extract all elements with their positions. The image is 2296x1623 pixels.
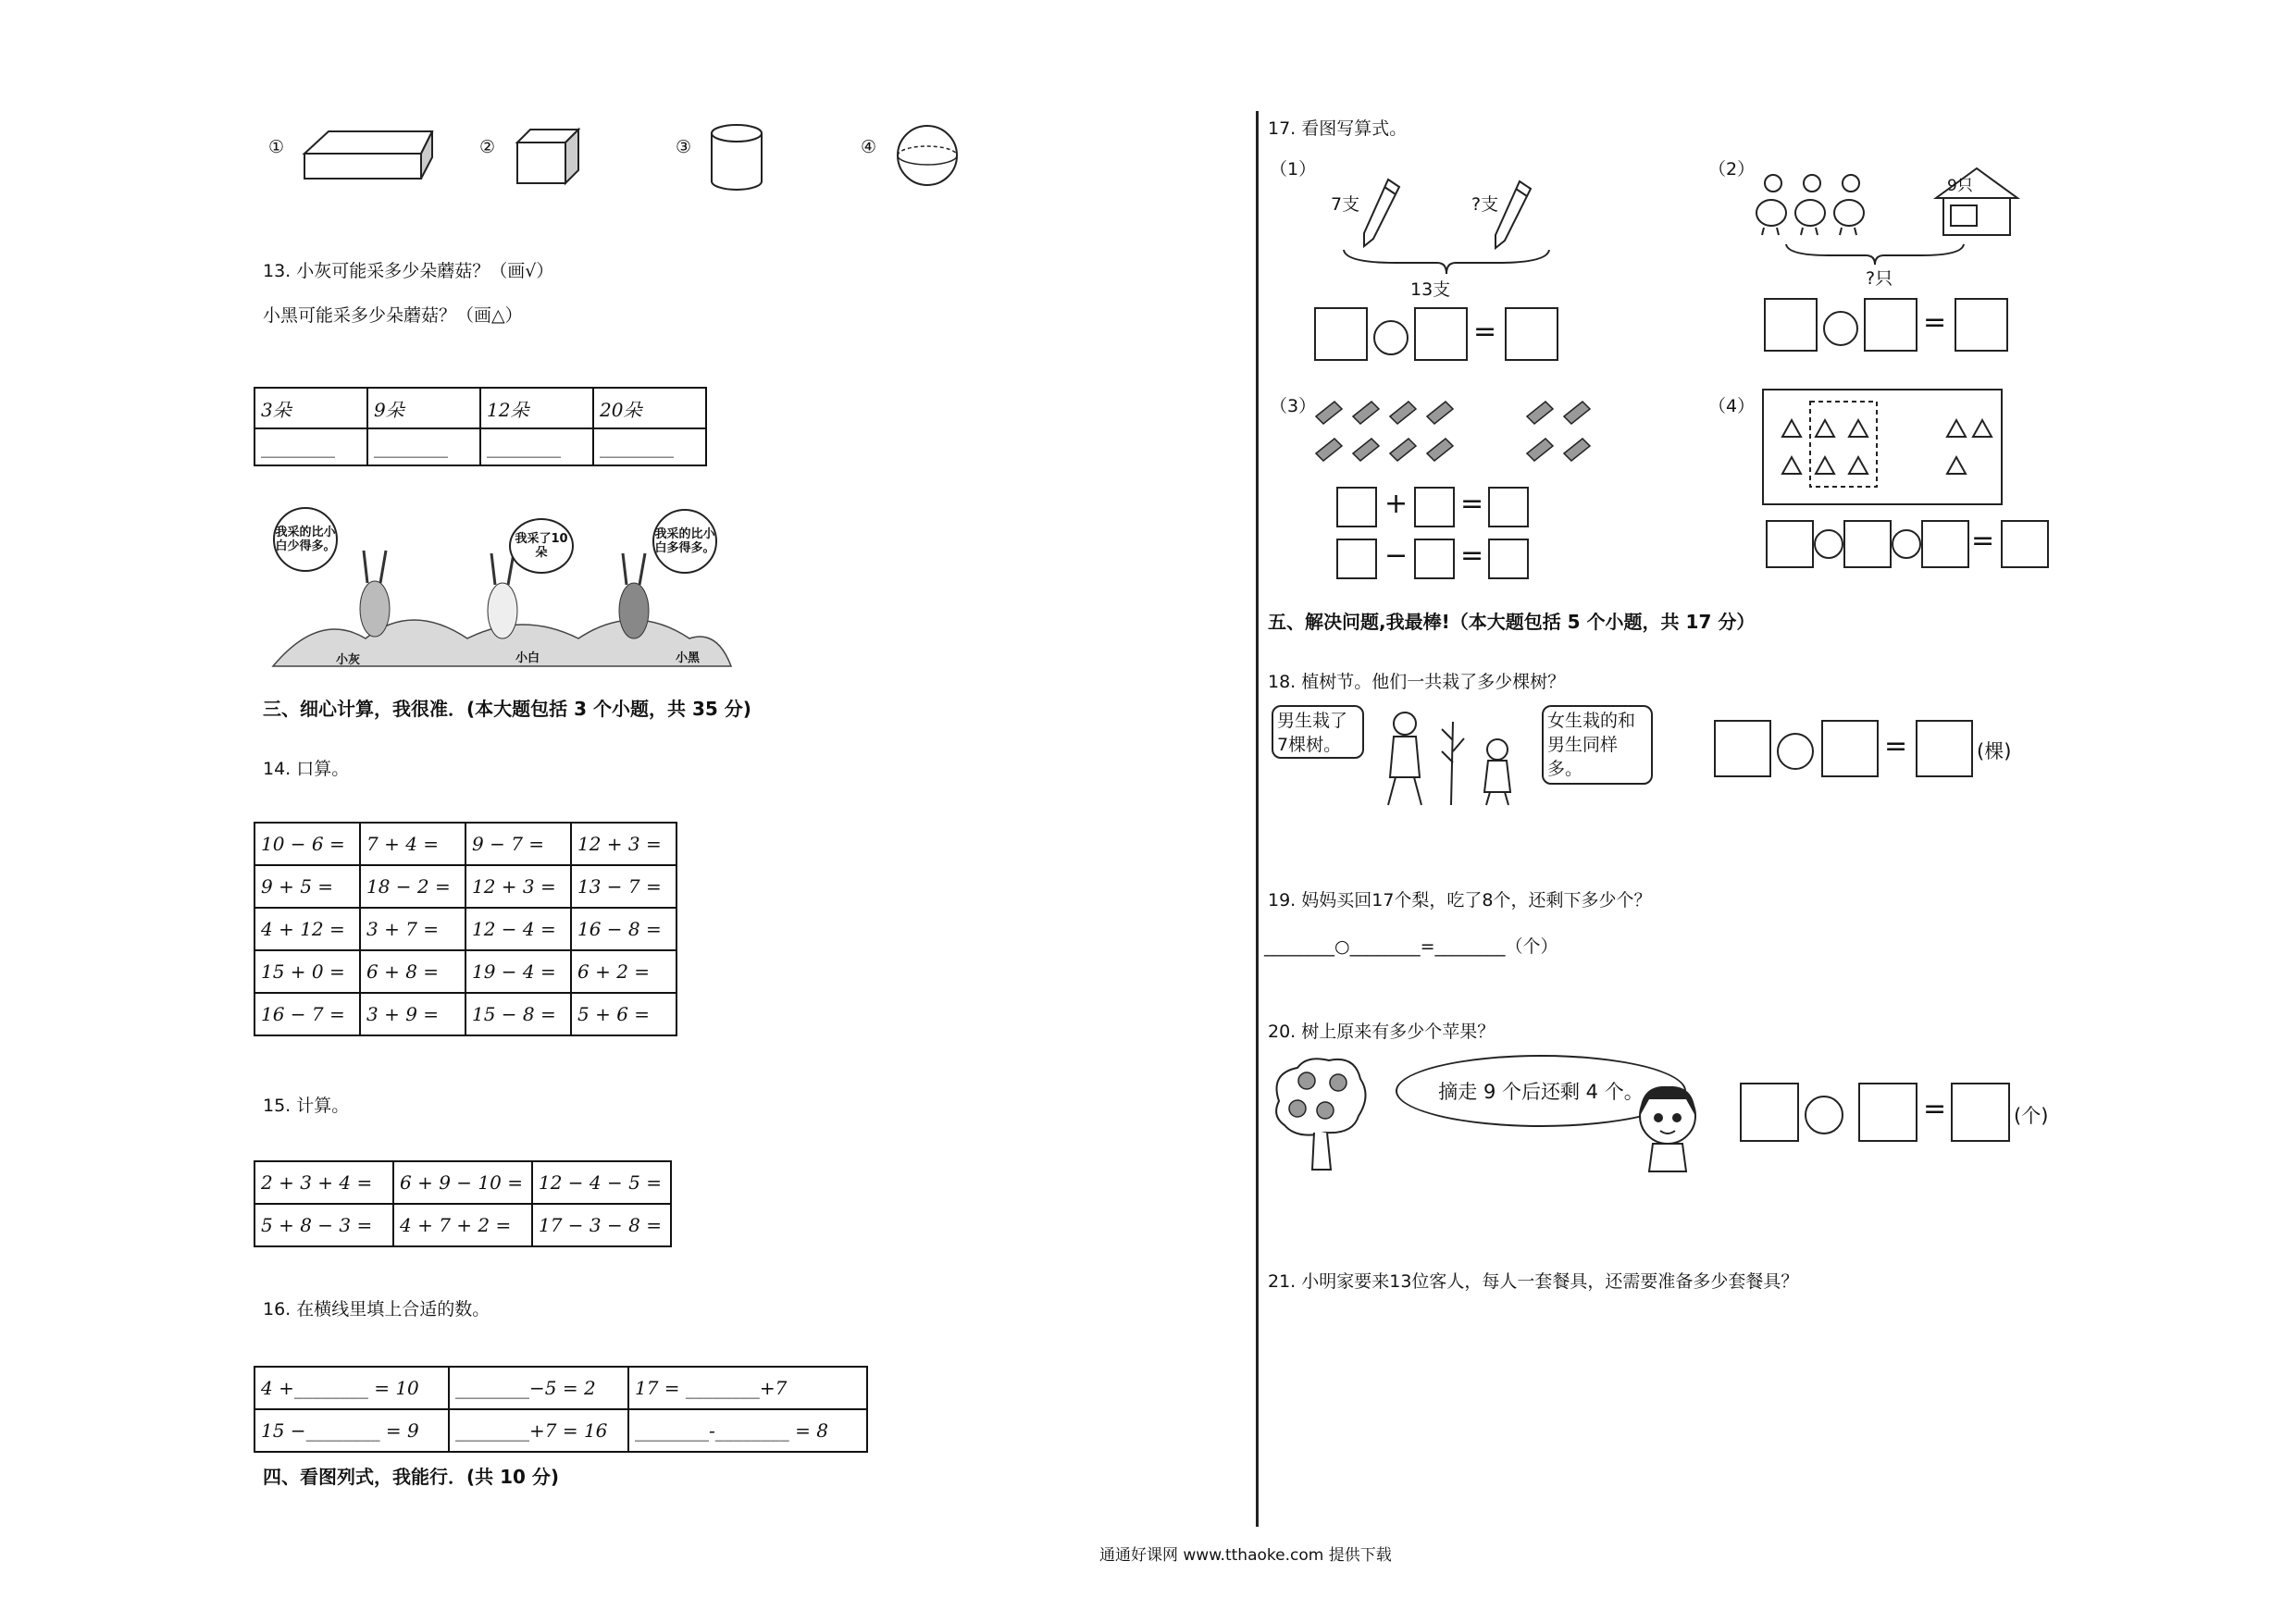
q14-cell: 6 + 2 = bbox=[571, 950, 676, 993]
answer-box[interactable] bbox=[1714, 720, 1771, 777]
q19-equals: = bbox=[1420, 936, 1435, 957]
q13-title: 13. 小灰可能采多少朵蘑菇？（画√） bbox=[263, 261, 554, 281]
q17-part-1-label: （1） bbox=[1270, 159, 1317, 180]
answer-box[interactable] bbox=[1336, 487, 1377, 527]
answer-box[interactable] bbox=[1740, 1083, 1799, 1142]
plus-sign: + bbox=[1384, 488, 1409, 520]
q14-cell: 18 − 2 = bbox=[360, 865, 465, 908]
q15-title: 15. 计算。 bbox=[263, 1096, 350, 1116]
q13-options-table bbox=[254, 387, 707, 466]
cylinder-icon bbox=[708, 122, 765, 192]
answer-box[interactable] bbox=[1414, 307, 1468, 361]
q18-unit: (棵) bbox=[1977, 740, 2012, 762]
q17-p2-total: ?只 bbox=[1866, 268, 1893, 289]
q15-cell: 12 − 4 − 5 = bbox=[532, 1161, 671, 1204]
q14-cell: 10 − 6 = bbox=[254, 823, 360, 865]
q14-table bbox=[254, 822, 677, 1036]
q18-title: 18. 植树节。他们一共栽了多少棵树？ bbox=[1268, 672, 1566, 692]
q15-cell: 17 − 3 − 8 = bbox=[532, 1204, 671, 1246]
q13-illustration bbox=[264, 500, 736, 671]
q14-cell: 15 + 0 = bbox=[254, 950, 360, 993]
answer-box[interactable] bbox=[1864, 298, 1917, 352]
q14-cell: 12 − 4 = bbox=[465, 908, 571, 950]
q14-cell: 16 − 8 = bbox=[571, 908, 676, 950]
shuttlecocks-icon bbox=[1523, 398, 1607, 472]
footer-text: 通通好课网 www.tthaoke.com 提供下载 bbox=[1099, 1546, 1392, 1565]
planting-scene-icon bbox=[1368, 703, 1534, 810]
q16-cell[interactable]: ________+7 = 16 bbox=[449, 1409, 628, 1452]
shape-label-3: ③ bbox=[676, 137, 692, 157]
q14-cell: 3 + 7 = bbox=[360, 908, 465, 950]
sphere-icon bbox=[894, 122, 961, 189]
q14-cell: 4 + 12 = bbox=[254, 908, 360, 950]
answer-box[interactable] bbox=[1505, 307, 1558, 361]
q15-cell: 6 + 9 − 10 = bbox=[393, 1161, 532, 1204]
column-divider bbox=[1256, 111, 1259, 1527]
q17-p1-total: 13支 bbox=[1410, 279, 1451, 300]
answer-box[interactable] bbox=[1955, 298, 2008, 352]
q13-bubble-grey: 我采的比小白少得多。 bbox=[273, 507, 338, 572]
equals-sign: = bbox=[1473, 316, 1497, 348]
q19-title: 19. 妈妈买回17个梨，吃了8个，还剩下多少个？ bbox=[1268, 890, 1652, 911]
girl-icon bbox=[1631, 1079, 1705, 1175]
q14-cell: 12 + 3 = bbox=[571, 823, 676, 865]
shape-label-2: ② bbox=[479, 137, 496, 157]
answer-box[interactable] bbox=[1843, 520, 1892, 568]
q16-cell[interactable]: 17 = ________+7 bbox=[628, 1367, 867, 1409]
q19-blank[interactable]: ________ bbox=[1434, 936, 1506, 957]
q19-operator[interactable]: ○ bbox=[1334, 936, 1350, 957]
answer-box[interactable] bbox=[1336, 539, 1377, 579]
q20-unit: (个) bbox=[2014, 1105, 2049, 1127]
q17-part-4-label: （4） bbox=[1708, 396, 1756, 416]
q14-cell: 12 + 3 = bbox=[465, 865, 571, 908]
section-4-title: 四、看图列式，我能行．(共 10 分) bbox=[263, 1466, 560, 1488]
answer-box[interactable] bbox=[1414, 487, 1455, 527]
q16-cell[interactable]: ________-________ = 8 bbox=[628, 1409, 867, 1452]
q13-bubble-white: 我采了10朵 bbox=[509, 518, 574, 574]
q14-cell: 16 − 7 = bbox=[254, 993, 360, 1035]
answer-box[interactable] bbox=[1766, 520, 1814, 568]
q16-table bbox=[254, 1366, 868, 1453]
answer-box[interactable] bbox=[1916, 720, 1973, 777]
q17-p1-right-count: ?支 bbox=[1471, 194, 1499, 215]
answer-box[interactable] bbox=[1951, 1083, 2010, 1142]
q14-cell: 6 + 8 = bbox=[360, 950, 465, 993]
q13-subtitle: 小黑可能采多少朵蘑菇？（画△） bbox=[263, 305, 523, 326]
answer-box[interactable] bbox=[1488, 539, 1529, 579]
equals-sign: = bbox=[1923, 306, 1947, 339]
operator-circle[interactable] bbox=[1373, 320, 1409, 355]
section-5-title: 五、解决问题,我最棒!（本大题包括 5 个小题，共 17 分） bbox=[1268, 611, 1756, 633]
q19-blank[interactable]: ________ bbox=[1264, 936, 1334, 957]
q18-girl-speech: 女生栽的和男生同样多。 bbox=[1542, 705, 1653, 785]
q14-cell: 5 + 6 = bbox=[571, 993, 676, 1035]
q19-answer-line[interactable] bbox=[1264, 933, 1558, 958]
q14-cell: 7 + 4 = bbox=[360, 823, 465, 865]
q17-part-3-label: （3） bbox=[1270, 396, 1317, 416]
q17-part-2-label: （2） bbox=[1708, 159, 1756, 180]
answer-box[interactable] bbox=[1488, 487, 1529, 527]
q13-option: 9朵 bbox=[367, 388, 480, 428]
q13-answer-cell[interactable]: ________ bbox=[254, 428, 367, 465]
answer-box[interactable] bbox=[1414, 539, 1455, 579]
q13-name-grey: 小灰 bbox=[336, 653, 361, 667]
q13-bubble-black: 我采的比小白多得多。 bbox=[652, 509, 717, 574]
q13-name-black: 小黑 bbox=[676, 651, 701, 665]
house-icon bbox=[1930, 165, 2023, 239]
cuboid-icon bbox=[301, 128, 435, 183]
q13-answer-cell[interactable]: ________ bbox=[367, 428, 480, 465]
q18-boy-speech: 男生栽了7棵树。 bbox=[1272, 705, 1364, 759]
triangles-icon bbox=[1773, 400, 1995, 492]
q13-answer-cell[interactable]: ________ bbox=[593, 428, 706, 465]
shape-label-4: ④ bbox=[861, 137, 877, 157]
brace-icon bbox=[1340, 248, 1553, 276]
q14-title: 14. 口算。 bbox=[263, 759, 350, 779]
q19-unit: （个） bbox=[1505, 936, 1558, 957]
equals-sign: = bbox=[1971, 525, 1995, 557]
q14-cell: 9 + 5 = bbox=[254, 865, 360, 908]
shuttlecocks-icon bbox=[1312, 398, 1470, 472]
q14-cell: 3 + 9 = bbox=[360, 993, 465, 1035]
q16-title: 16. 在横线里填上合适的数。 bbox=[263, 1299, 490, 1319]
cube-icon bbox=[514, 126, 583, 187]
pen-icon bbox=[1492, 180, 1533, 252]
shape-label-1: ① bbox=[268, 137, 285, 157]
apple-tree-icon bbox=[1270, 1055, 1371, 1175]
q13-option: 12朵 bbox=[480, 388, 593, 428]
q20-title: 20. 树上原来有多少个苹果？ bbox=[1268, 1022, 1496, 1042]
operator-circle[interactable] bbox=[1777, 733, 1814, 770]
q20-speech-bubble: 摘走 9 个后还剩 4 个。 bbox=[1396, 1055, 1686, 1127]
pen-icon bbox=[1360, 178, 1402, 250]
answer-box[interactable] bbox=[1921, 520, 1969, 568]
answer-box[interactable] bbox=[2001, 520, 2049, 568]
equals-sign: = bbox=[1884, 730, 1908, 762]
q19-blank[interactable]: ________ bbox=[1349, 936, 1421, 957]
equals-sign: = bbox=[1460, 539, 1484, 572]
minus-sign: − bbox=[1384, 539, 1409, 572]
q13-name-white: 小白 bbox=[515, 651, 540, 665]
q14-cell: 13 − 7 = bbox=[571, 865, 676, 908]
q15-cell: 4 + 7 + 2 = bbox=[393, 1204, 532, 1246]
operator-circle[interactable] bbox=[1823, 311, 1858, 346]
q14-cell: 19 − 4 = bbox=[465, 950, 571, 993]
q16-cell[interactable]: 15 −________ = 9 bbox=[254, 1409, 449, 1452]
q15-cell: 5 + 8 − 3 = bbox=[254, 1204, 393, 1246]
q13-answer-cell[interactable]: ________ bbox=[480, 428, 593, 465]
operator-circle[interactable] bbox=[1892, 529, 1921, 559]
section-3-title: 三、细心计算，我很准．(本大题包括 3 个小题，共 35 分) bbox=[263, 698, 751, 720]
q15-cell: 2 + 3 + 4 = bbox=[254, 1161, 393, 1204]
answer-box[interactable] bbox=[1821, 720, 1879, 777]
q13-option: 3朵 bbox=[254, 388, 367, 428]
q21-title: 21. 小明家要来13位客人，每人一套餐具，还需要准备多少套餐具？ bbox=[1268, 1271, 1799, 1292]
q17-p1-left-count: 7支 bbox=[1331, 194, 1360, 215]
q15-table bbox=[254, 1160, 672, 1247]
operator-circle[interactable] bbox=[1814, 529, 1843, 559]
q13-option: 20朵 bbox=[593, 388, 706, 428]
equals-sign: = bbox=[1923, 1093, 1947, 1125]
answer-box[interactable] bbox=[1314, 307, 1368, 361]
q14-cell: 9 − 7 = bbox=[465, 823, 571, 865]
q16-cell[interactable]: 4 +________ = 10 bbox=[254, 1367, 449, 1409]
operator-circle[interactable] bbox=[1805, 1096, 1843, 1134]
answer-box[interactable] bbox=[1858, 1083, 1917, 1142]
q17-title: 17. 看图写算式。 bbox=[1268, 118, 1408, 139]
q14-cell: 15 − 8 = bbox=[465, 993, 571, 1035]
q17-p2-house-count: 9只 bbox=[1947, 177, 1973, 195]
q16-cell[interactable]: ________−5 = 2 bbox=[449, 1367, 628, 1409]
ducks-icon bbox=[1755, 170, 1875, 241]
answer-box[interactable] bbox=[1764, 298, 1818, 352]
brace-icon bbox=[1782, 242, 1967, 266]
equals-sign: = bbox=[1460, 488, 1484, 520]
